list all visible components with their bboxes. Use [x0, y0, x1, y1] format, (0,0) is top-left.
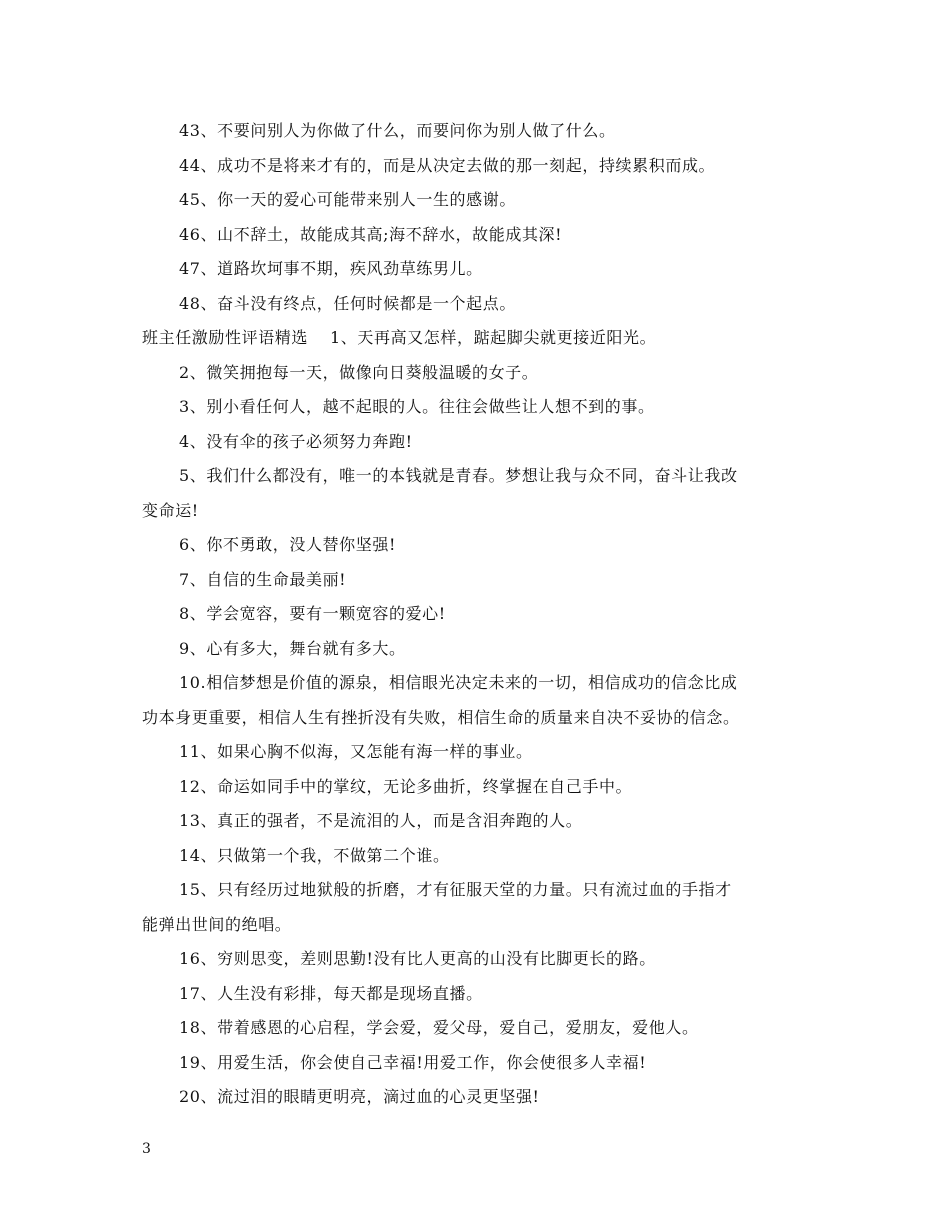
document-body [142, 114, 814, 1115]
item-line: 7、自信的生命最美丽! [179, 569, 347, 589]
text-line-46: 46、山不辞土，故能成其高;海不辞水，故能成其深! [179, 224, 563, 244]
item-line: 6、你不勇敢，没人替你坚强! [179, 535, 397, 554]
item-line: 14、只做第一个我，不做第二个谁。 [179, 845, 450, 865]
item-line-continued: 能弹出世间的绝唱。 [142, 914, 292, 934]
item-line: 18、带着感恩的心启程，学会爱，爱父母，爱自己，爱朋友，爱他人。 [179, 1018, 699, 1037]
page-number: 3 [142, 1141, 151, 1157]
item-line: 13、真正的强者，不是流泪的人，而是含泪奔跑的人。 [179, 811, 583, 830]
section-heading-line [142, 321, 814, 356]
item-line: 9、心有多大，舞台就有多大。 [179, 638, 406, 658]
text-line-47: 47、道路坎坷事不期，疾风劲草练男儿。 [179, 259, 483, 278]
text-line-43: 43、不要问别人为你做了什么，而要问你为别人做了什么。 [179, 121, 616, 140]
item-line: 5、我们什么都没有，唯一的本钱就是青春。梦想让我与众不同，奋斗让我改 [179, 466, 738, 485]
item-line: 4、没有伞的孩子必须努力奔跑! [179, 431, 413, 451]
text-line-44: 44、成功不是将来才有的，而是从决定去做的那一刻起，持续累积而成。 [179, 155, 716, 175]
section-first-item: 1、天再高又怎样，踮起脚尖就更接近阳光。 [330, 328, 657, 347]
item-line: 12、命运如同手中的掌纹，无论多曲折，终掌握在自己手中。 [179, 776, 633, 796]
item-line: 11、如果心胸不似海，又怎能有海一样的事业。 [179, 742, 533, 761]
item-line: 8、学会宽容，要有一颗宽容的爱心! [179, 604, 446, 623]
item-line-continued: 变命运! [142, 500, 199, 520]
item-line: 20、流过泪的眼睛更明亮，滴过血的心灵更坚强! [179, 1087, 540, 1106]
item-line-continued: 功本身更重要，相信人生有挫折没有失败，相信生命的质量来自决不妥协的信念。 [142, 707, 740, 727]
text-line-45: 45、你一天的爱心可能带来别人一生的感谢。 [179, 190, 516, 209]
text-line-48: 48、奋斗没有终点，任何时候都是一个起点。 [179, 293, 516, 313]
item-line: 3、别小看任何人，越不起眼的人。往往会做些让人想不到的事。 [179, 397, 655, 416]
item-line: 2、微笑拥抱每一天，做像向日葵般温暖的女子。 [179, 362, 539, 382]
item-line: 19、用爱生活，你会使自己幸福!用爱工作，你会使很多人幸福! [179, 1052, 647, 1072]
item-line: 17、人生没有彩排，每天都是现场直播。 [179, 983, 483, 1003]
item-line: 16、穷则思变，差则思勤!没有比人更高的山没有比脚更长的路。 [179, 949, 656, 968]
item-line: 10.相信梦想是价值的源泉，相信眼光决定未来的一切，相信成功的信念比成 [179, 673, 738, 692]
section-title: 班主任激励性评语精选 [142, 328, 309, 347]
item-line: 15、只有经历过地狱般的折磨，才有征服天堂的力量。只有流过血的手指才 [179, 880, 732, 899]
